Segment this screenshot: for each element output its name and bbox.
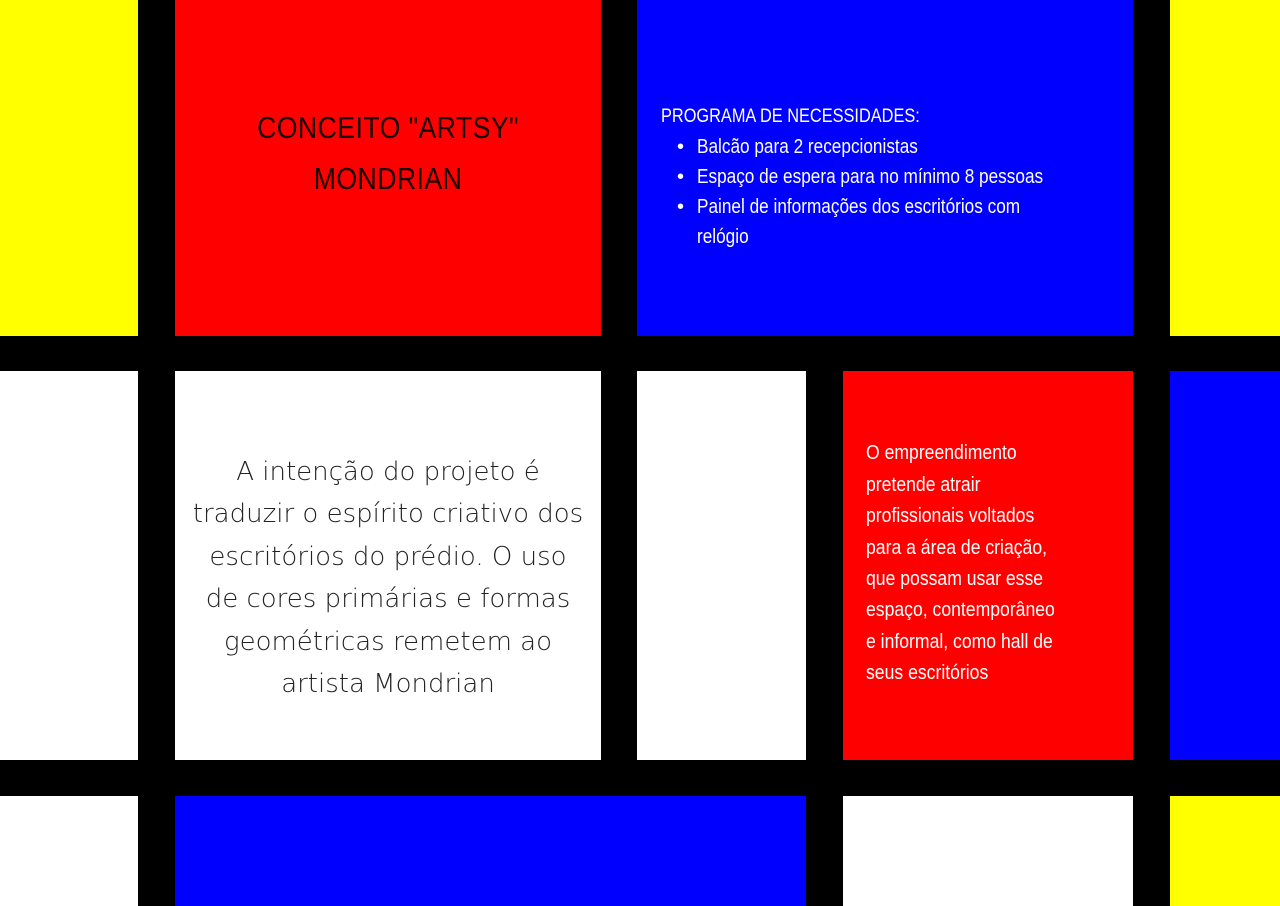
program-item-text: Painel de informações dos escritórios com [697,196,1021,218]
program-heading: PROGRAMA DE NECESSIDADES: [661,106,920,127]
title-line-1: CONCEITO "ARTSY" [257,110,519,145]
white-block-mid-left [0,371,138,760]
enterprise-line-2: pretende atrair [866,474,981,496]
title-line-2: MONDRIAN [313,161,463,196]
enterprise-line-7: e informal, como hall de [866,631,1053,653]
intent-block [175,371,601,760]
program-item-text: relógio [697,226,749,248]
blue-block-mid-right [1170,371,1280,760]
program-block [637,0,1133,336]
enterprise-line-3: profissionais voltados [866,505,1035,527]
white-block-mid-center [637,371,806,760]
intent-line-5: geométricas remetem ao [223,627,553,657]
bullet-icon: • [677,136,685,158]
intent-line-2: traduzir o espírito criativo dos [192,499,584,529]
bullet-icon: • [677,196,685,218]
program-item-text: Espaço de espera para no mínimo 8 pessoas [697,166,1044,188]
yellow-block-top-left [0,0,138,336]
title-block [175,0,601,336]
yellow-block-bottom-right [1170,796,1280,906]
white-block-bottom-left [0,796,138,906]
white-block-bottom-right [843,796,1133,906]
enterprise-line-5: que possam usar esse [866,568,1044,590]
intent-line-4: de cores primárias e formas [205,584,571,614]
intent-line-6: artista Mondrian [281,669,495,699]
enterprise-line-8: seus escritórios [866,662,989,684]
intent-line-1: A intenção do projeto é [236,457,540,487]
blue-block-bottom [175,796,806,906]
program-item-text: Balcão para 2 recepcionistas [697,136,918,158]
enterprise-line-6: espaço, contemporâneo [866,599,1055,621]
enterprise-block [843,371,1133,760]
bullet-icon: • [677,166,685,188]
intent-line-3: escritórios do prédio. O uso [209,542,567,572]
enterprise-line-1: O empreendimento [866,442,1017,464]
enterprise-line-4: para a área de criação, [866,537,1048,559]
yellow-block-top-right [1170,0,1280,336]
